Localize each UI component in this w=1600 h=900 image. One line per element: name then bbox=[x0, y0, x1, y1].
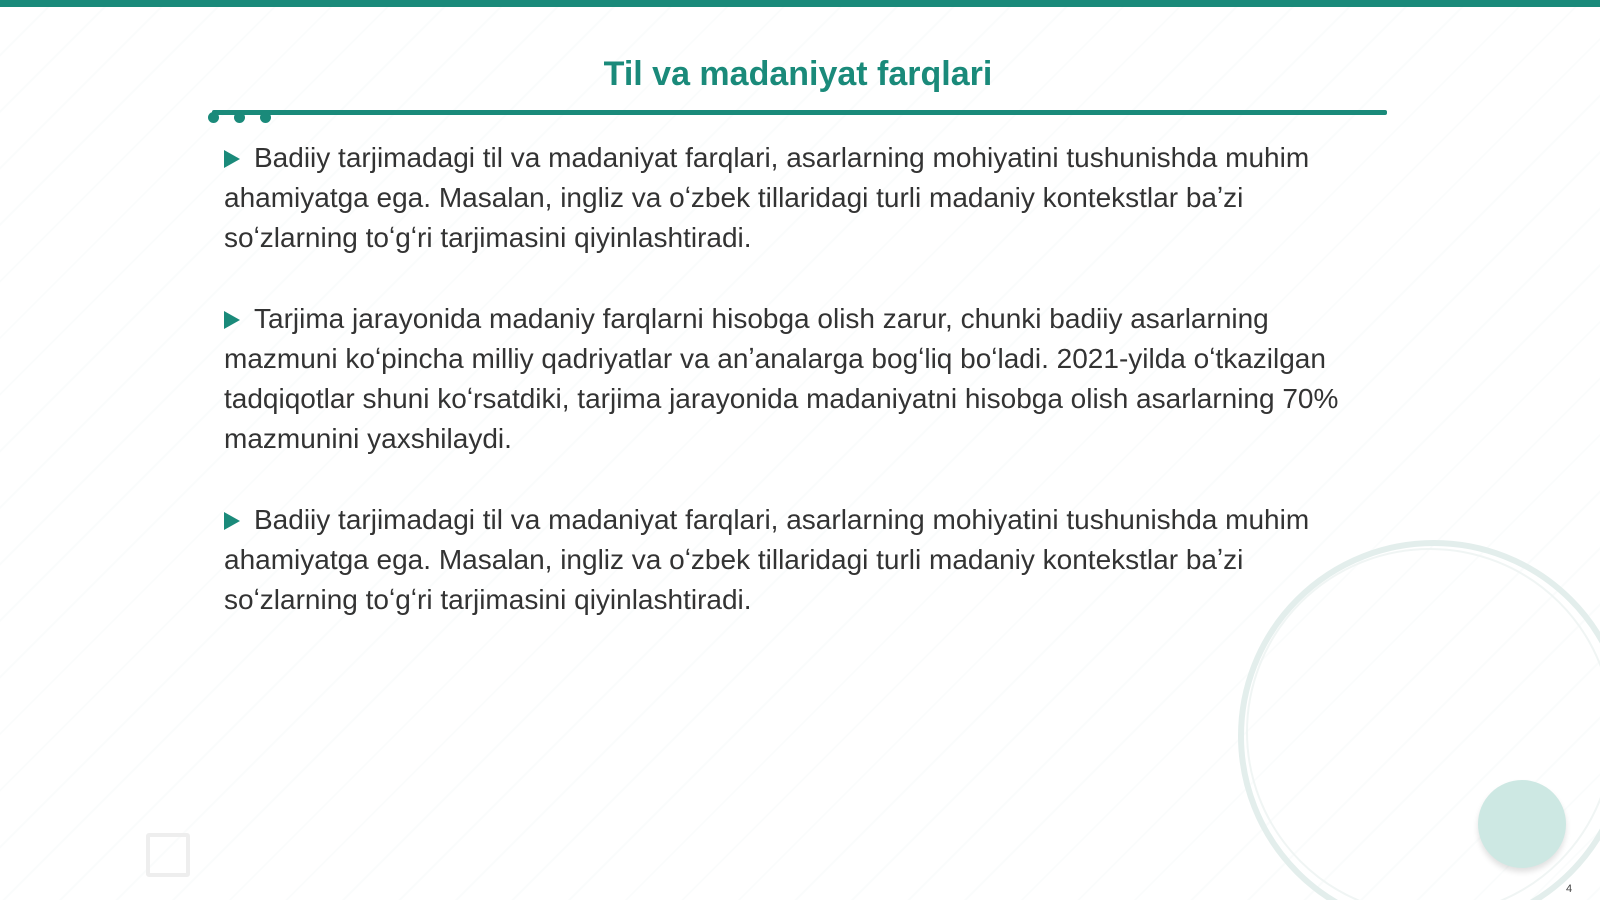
triangle-right-icon bbox=[224, 150, 240, 168]
bullet-item bbox=[224, 138, 1384, 258]
bullet-item bbox=[224, 299, 1384, 459]
page-number: 4 bbox=[1566, 883, 1573, 895]
bullet-text: Tarjima jarayonida madaniy farqlarni hisobga olish zarur, chunki badiiy asarlarning mazmuni koʻpincha milliy qadriyatlar va anʼanalarga bogʻliq boʻladi. 2021-yilda oʻtkazilgan tadqiqotlar shuni koʻrsatdiki, tarjima jarayonida madaniyatni hisobga olish asarlarning 70% mazmunini yaxshilaydi. bbox=[224, 303, 1339, 454]
triangle-right-icon bbox=[224, 311, 240, 329]
bullet-item bbox=[224, 500, 1384, 620]
title-underline bbox=[212, 110, 1387, 115]
title-dot-decoration bbox=[208, 112, 219, 123]
bullet-list bbox=[224, 138, 1384, 661]
title-dot-decoration bbox=[234, 112, 245, 123]
slide-title: Til va madaniyat farqlari bbox=[603, 55, 993, 93]
bullet-text: Badiiy tarjimadagi til va madaniyat farqlari, asarlarning mohiyatini tushunishda muhim ahamiyatga ega. Masalan, ingliz va oʻzbek tillaridagi turli madaniy kontekstlar baʼzi soʻzlarning toʻgʻri tarjimasini qiyinlashtiradi. bbox=[224, 504, 1310, 615]
decorative-circle bbox=[1478, 780, 1566, 868]
decorative-square bbox=[146, 833, 190, 877]
title-dot-decoration bbox=[260, 112, 271, 123]
triangle-right-icon bbox=[224, 512, 240, 530]
bullet-text: Badiiy tarjimadagi til va madaniyat farqlari, asarlarning mohiyatini tushunishda muhim ahamiyatga ega. Masalan, ingliz va oʻzbek tillaridagi turli madaniy kontekstlar baʼzi soʻzlarning toʻgʻri tarjimasini qiyinlashtiradi. bbox=[224, 142, 1310, 253]
top-accent-bar bbox=[0, 0, 1600, 7]
